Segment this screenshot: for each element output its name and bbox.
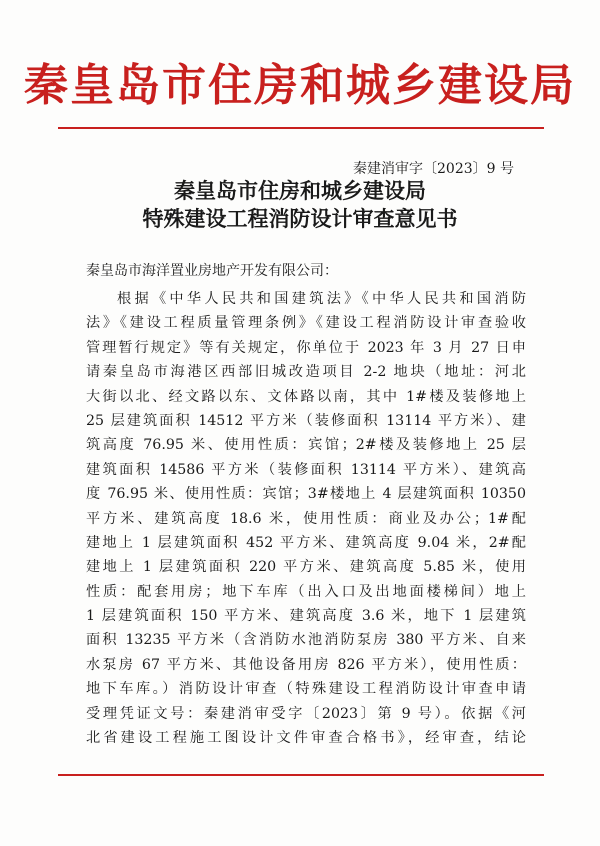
body-line: 北省建设工程施工图设计文件审查合格书》，经审查，结论: [86, 730, 526, 747]
body-line: 平方米、建筑高度 18.6 米，使用性质：商业及办公；1#配: [86, 510, 526, 527]
body-line: 请秦皇岛市海港区西部旧城改造项目 2-2 地块（地址：河北: [86, 364, 526, 381]
body-line: 25 层建筑面积 14512 平方米（装修面积 13114 平方米）、建: [86, 412, 526, 429]
document-title-line-2: 特殊建设工程消防设计审查意见书: [142, 206, 458, 231]
body-line: 大街以北、经文路以东、文体路以南，其中 1#楼及装修地上: [86, 388, 526, 405]
footer-red-divider: [58, 774, 544, 776]
body-line: 建地上 1 层建筑面积 220 平方米、建筑高度 5.85 米，使用: [86, 559, 526, 576]
body-line: 地下车库。）消防设计审查（特殊建设工程消防设计审查申请: [86, 681, 526, 698]
body-line: 度 76.95 米、使用性质：宾馆；3#楼地上 4 层建筑面积 10350: [86, 486, 526, 503]
body-line: 性质：配套用房；地下车库（出入口及出地面楼梯间）地上: [86, 583, 526, 600]
body-line: 根据《中华人民共和国建筑法》《中华人民共和国消防: [117, 291, 526, 307]
body-line: 受理凭证文号：秦建消审受字〔2023〕第 9 号）。依据《河: [86, 705, 526, 722]
document-body: [86, 287, 526, 750]
body-line: 建筑面积 14586 平方米（装修面积 13114 平方米）、建筑高: [86, 461, 526, 478]
header-red-divider: [58, 127, 544, 129]
body-line: 面积 13235 平方米（含消防水池消防泵房 380 平方米、自来: [86, 632, 526, 649]
document-title-line-1: 秦皇岛市住房和城乡建设局: [174, 178, 426, 203]
body-line: 筑高度 76.95 米、使用性质：宾馆；2#楼及装修地上 25 层: [86, 437, 526, 454]
body-line: 水泵房 67 平方米、其他设备用房 826 平方米），使用性质：: [86, 656, 526, 673]
body-line: 1 层建筑面积 150 平方米、建筑高度 3.6 米，地下 1 层建筑: [86, 608, 526, 625]
addressee: 秦皇岛市海洋置业房地产开发有限公司：: [86, 263, 338, 279]
issuing-authority-header: 秦皇岛市住房和城乡建设局: [24, 60, 576, 111]
body-line: 法》《建设工程质量管理条例》《建设工程消防设计审查验收: [86, 315, 526, 332]
body-line: 建地上 1 层建筑面积 452 平方米、建筑高度 9.04 米，2#配: [86, 534, 526, 551]
document-number: 秦建消审字〔2023〕9 号: [353, 161, 514, 177]
body-line: 管理暂行规定》等有关规定，你单位于 2023 年 3 月 27 日申: [86, 339, 526, 356]
